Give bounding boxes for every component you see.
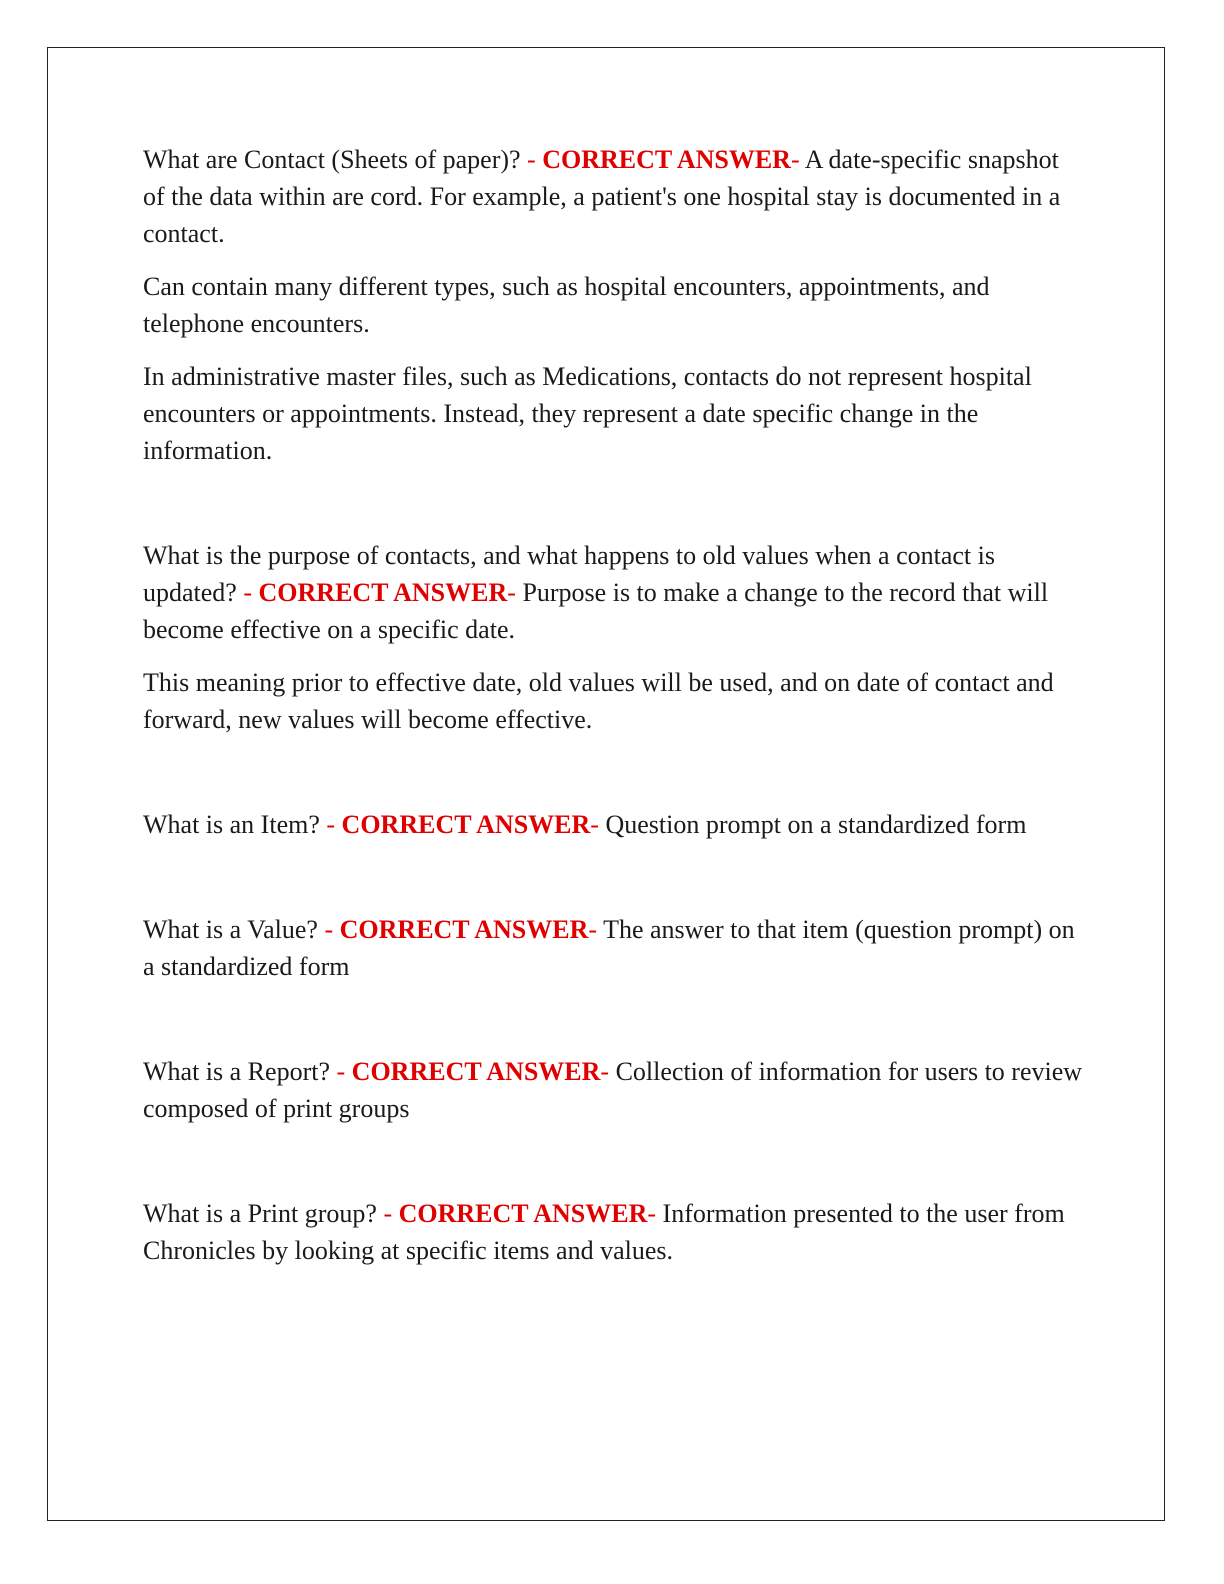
separator-prefix: - bbox=[376, 1199, 399, 1228]
question-paragraph bbox=[143, 806, 1083, 843]
qa-item bbox=[143, 1195, 1083, 1269]
separator-suffix: - bbox=[790, 145, 805, 174]
question-text: What is a Report? bbox=[143, 1057, 330, 1086]
correct-answer-label: CORRECT ANSWER bbox=[351, 1057, 601, 1086]
answer-text: Purpose is to make a change to the record that will become effective on a specific date. bbox=[143, 578, 1049, 644]
answer-text: Question prompt on a standardized form bbox=[605, 810, 1027, 839]
correct-answer-label: CORRECT ANSWER bbox=[398, 1199, 648, 1228]
answer-text: Information presented to the user from Chronicles by looking at specific items and values. bbox=[143, 1199, 1065, 1265]
correct-answer-label: CORRECT ANSWER bbox=[258, 578, 508, 607]
question-text: What is an Item? bbox=[143, 810, 320, 839]
question-paragraph bbox=[143, 911, 1083, 985]
qa-item bbox=[143, 537, 1083, 738]
answer-text: Collection of information for users to review composed of print groups bbox=[143, 1057, 1083, 1123]
qa-item bbox=[143, 141, 1083, 469]
question-paragraph bbox=[143, 1053, 1083, 1127]
separator-prefix: - bbox=[520, 145, 543, 174]
correct-answer-label: CORRECT ANSWER bbox=[542, 145, 791, 174]
correct-answer-label: CORRECT ANSWER bbox=[339, 915, 589, 944]
separator-prefix: - bbox=[330, 1057, 352, 1086]
answer-text: The answer to that item (question prompt) on a standardized form bbox=[143, 915, 1075, 981]
separator-prefix: - bbox=[236, 578, 259, 607]
question-paragraph bbox=[143, 141, 1083, 252]
question-paragraph bbox=[143, 1195, 1083, 1269]
qa-item bbox=[143, 911, 1083, 985]
separator-suffix: - bbox=[588, 915, 604, 944]
question-text: What is a Value? bbox=[143, 915, 318, 944]
answer-paragraph: Can contain many different types, such as hospital encounters, appointments, and telephone encounters. bbox=[143, 272, 990, 338]
answer-paragraph: This meaning prior to effective date, old values will be used, and on date of contact and forward, new values will become effective. bbox=[143, 668, 1054, 734]
separator-suffix: - bbox=[590, 810, 606, 839]
separator-prefix: - bbox=[319, 810, 342, 839]
question-text: What is the purpose of contacts, and what happens to old values when a contact is updated? bbox=[143, 541, 995, 607]
answer-text: A date-specific snapshot of the data within are cord. For example, a patient's one hospital stay is documented in a contact. bbox=[143, 145, 1061, 248]
document-body bbox=[143, 141, 1083, 1269]
qa-item bbox=[143, 1053, 1083, 1127]
question-paragraph bbox=[143, 537, 1083, 648]
answer-paragraph: In administrative master files, such as Medications, contacts do not represent hospital encounters or appointments. Instead, they represent a date specific change in the information. bbox=[143, 362, 1032, 465]
question-text: What is a Print group? bbox=[143, 1199, 377, 1228]
qa-item bbox=[143, 806, 1083, 843]
separator-suffix: - bbox=[647, 1199, 663, 1228]
separator-prefix: - bbox=[317, 915, 340, 944]
correct-answer-label: CORRECT ANSWER bbox=[341, 810, 591, 839]
separator-suffix: - bbox=[507, 578, 523, 607]
separator-suffix: - bbox=[600, 1057, 616, 1086]
question-text: What are Contact (Sheets of paper)? bbox=[143, 145, 521, 174]
